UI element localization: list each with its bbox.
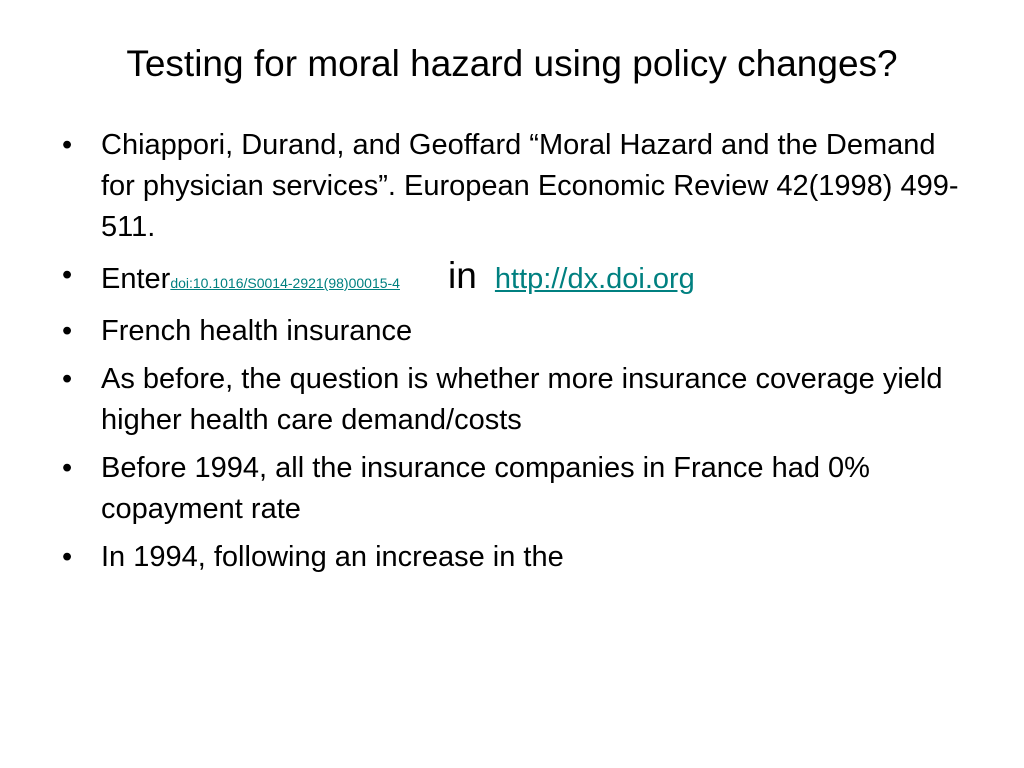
bullet-list [62, 125, 962, 585]
bullet-dot-icon: • [62, 541, 73, 573]
connector-text: in [448, 255, 477, 296]
bullet-item-in-1994 [62, 537, 962, 578]
bullet-dot-icon: • [62, 315, 73, 347]
bullet-item-citation [62, 125, 962, 248]
bullet-dot-icon: • [62, 259, 73, 291]
bullet-text: French health insurance [101, 315, 413, 347]
bullet-prefix: Enter [101, 263, 171, 295]
doi-org-link[interactable]: http://dx.doi.org [494, 263, 695, 295]
bullet-item-before-1994 [62, 448, 962, 530]
bullet-dot-icon: • [62, 363, 73, 395]
bullet-dot-icon: • [62, 452, 73, 484]
bullet-item-doi [62, 255, 962, 304]
bullet-item-french [62, 311, 962, 352]
doi-link[interactable]: doi:10.1016/S0014-2921(98)00015-4 [170, 275, 400, 291]
bullet-text: In 1994, following an increase in the [101, 541, 564, 573]
bullet-text: Before 1994, all the insurance companies in France had 0% copayment rate [101, 452, 870, 525]
bullet-dot-icon: • [62, 129, 73, 161]
bullet-text: Chiappori, Durand, and Geoffard “Moral Hazard and the Demand for physician services”. European Economic Review 42(1998) 499-511. [101, 129, 959, 243]
bullet-text: As before, the question is whether more insurance coverage yield higher health care demand/costs [101, 363, 943, 436]
slide-title: Testing for moral hazard using policy changes? [126, 43, 898, 84]
bullet-item-question [62, 359, 962, 441]
